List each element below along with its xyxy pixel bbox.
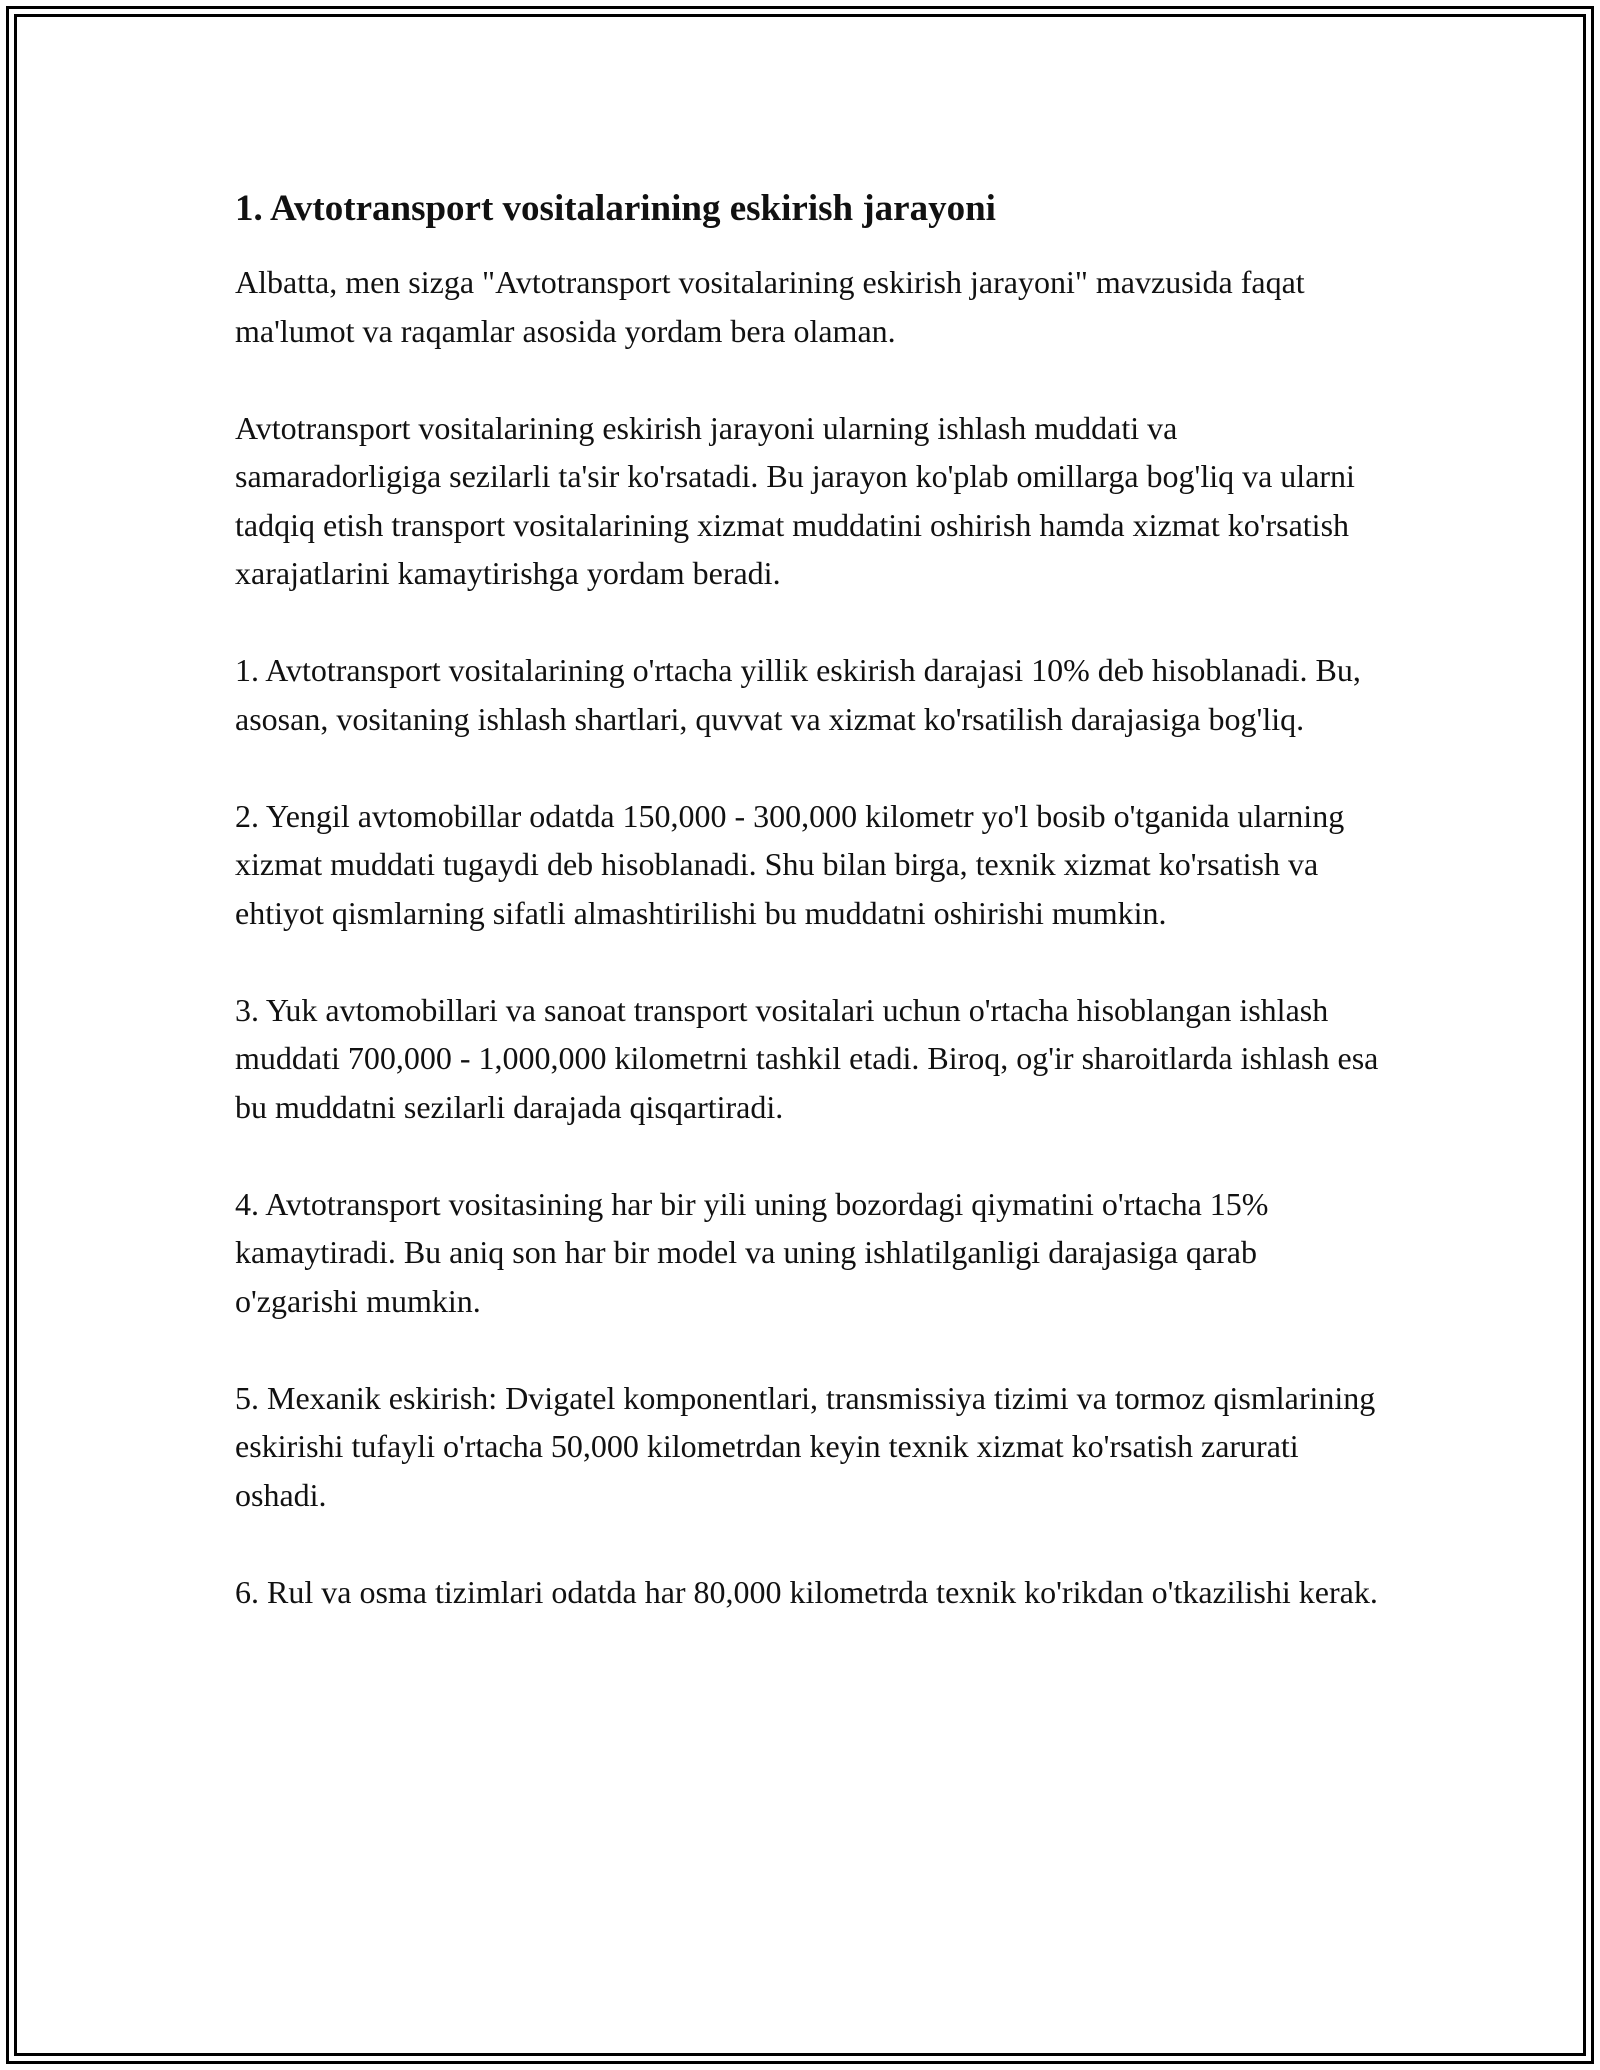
document-body: [235, 186, 1385, 1616]
overview-paragraph: Avtotransport vositalarining eskirish jarayoni ularning ishlash muddati va samaradorligiga sezilarli ta'sir ko'rsatadi. Bu jarayon ko'plab omillarga bog'liq va ularni tadqiq etish transport vositalarining xizmat muddatini oshirish hamda xizmat ko'rsatish xarajatlarini kamaytirishga yordam beradi.: [235, 409, 1355, 591]
point-paragraph-6: 6. Rul va osma tizimlari odatda har 80,000 kilometrda texnik ko'rikdan o'tkazilishi kerak.: [235, 1573, 1378, 1610]
document-title: 1. Avtotransport vositalarining eskirish jarayoni: [235, 188, 996, 229]
point-paragraph-1: 1. Avtotransport vositalarining o'rtacha yillik eskirish darajasi 10% deb hisoblanadi. Bu, asosan, vositaning ishlash shartlari, quvvat va xizmat ko'rsatilish darajasiga bog'liq.: [235, 652, 1361, 737]
point-paragraph-2: 2. Yengil avtomobillar odatda 150,000 - 300,000 kilometr yo'l bosib o'tganida ularning xizmat muddati tugaydi deb hisoblanadi. Shu bilan birga, texnik xizmat ko'rsatish va ehtiyot qismlarning sifatli almashtirilishi bu muddatni oshirishi mumkin.: [235, 797, 1345, 931]
point-paragraph-5: 5. Mexanik eskirish: Dvigatel komponentlari, transmissiya tizimi va tormoz qismlarining eskirishi tufayli o'rtacha 50,000 kilometrdan keyin texnik xizmat ko'rsatish zarurati oshadi.: [235, 1379, 1376, 1513]
point-paragraph-4: 4. Avtotransport vositasining har bir yili uning bozordagi qiymatini o'rtacha 15% kamaytiradi. Bu aniq son har bir model va uning ishlatilganligi darajasiga qarab o'zgarishi mumkin.: [235, 1185, 1269, 1319]
point-paragraph-3: 3. Yuk avtomobillari va sanoat transport vositalari uchun o'rtacha hisoblangan ishlash muddati 700,000 - 1,000,000 kilometrni tashkil etadi. Biroq, og'ir sharoitlarda ishlash esa bu muddatni sezilarli darajada qisqartiradi.: [235, 991, 1379, 1125]
intro-paragraph: Albatta, men sizga "Avtotransport vositalarining eskirish jarayoni" mavzusida faqat ma'lumot va raqamlar asosida yordam bera olaman.: [235, 264, 1305, 349]
